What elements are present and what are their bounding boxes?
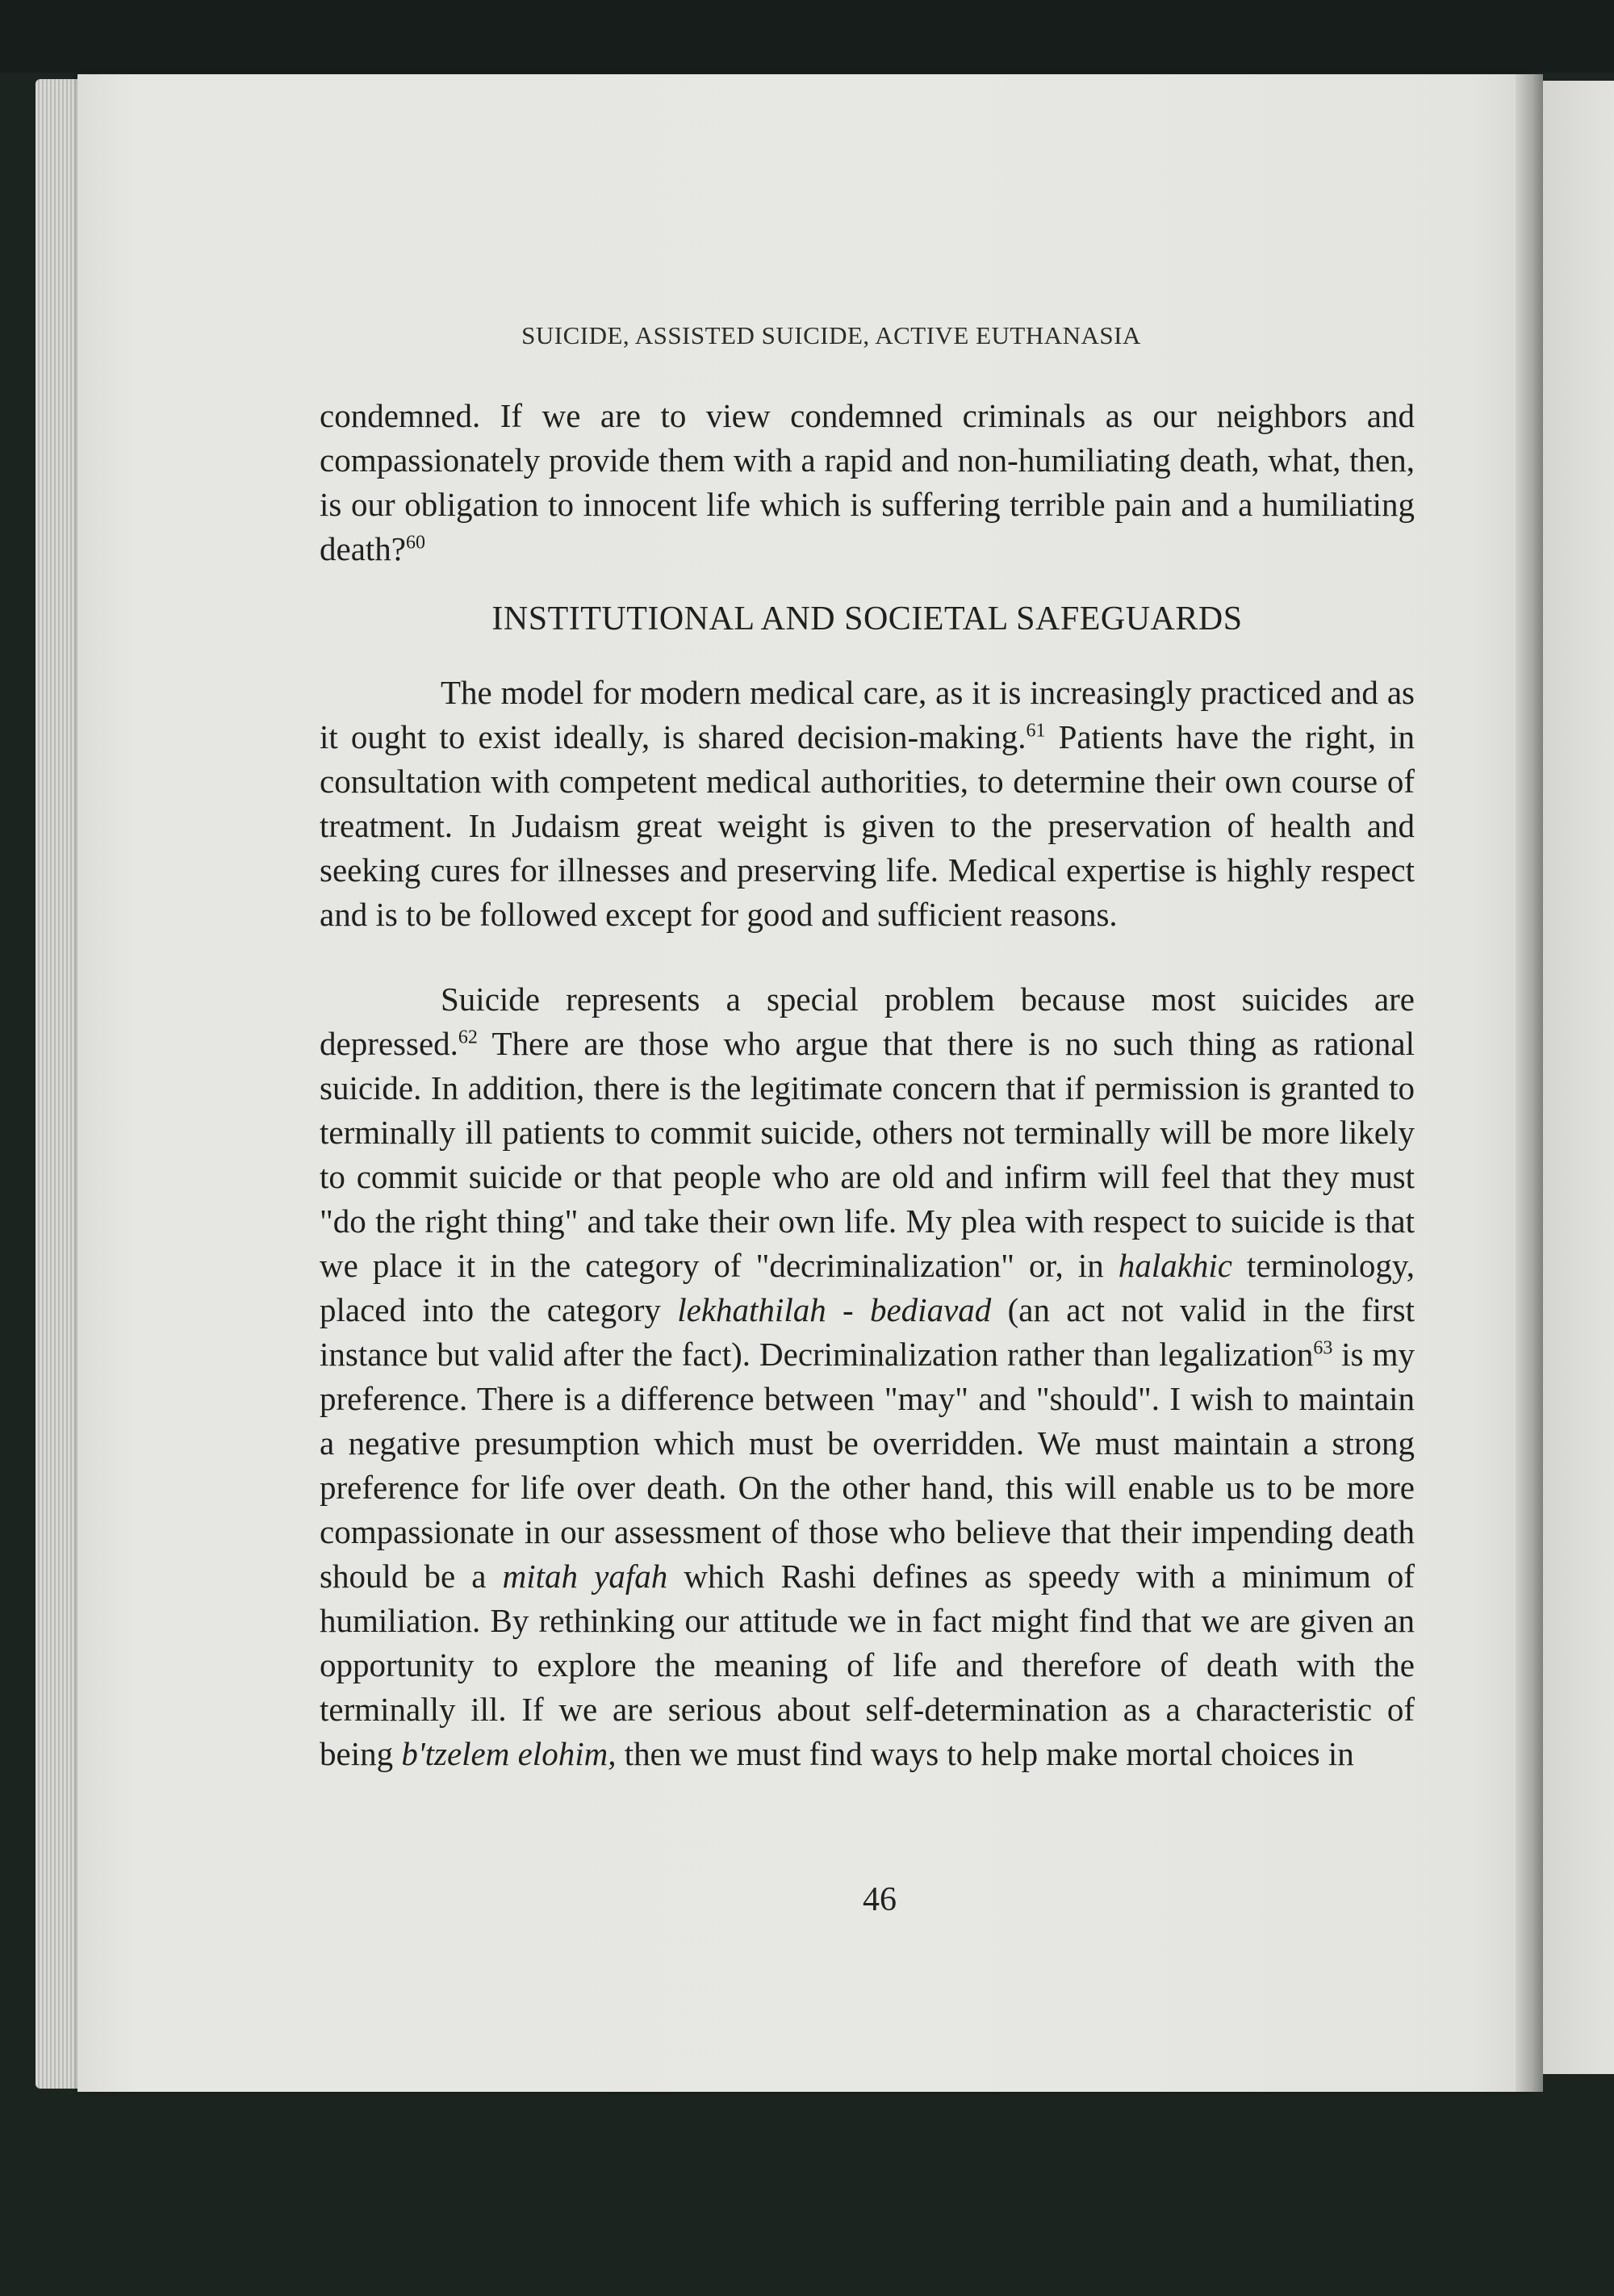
italic-term: halakhic <box>1118 1247 1232 1284</box>
body-text <box>320 394 1415 1776</box>
text-run: (an act not valid in the first instance but valid after the fact). Decriminalization rather than legalization <box>320 1291 1415 1373</box>
text-run: Suicide represents a special problem because most suicides are depressed. <box>320 981 1415 1062</box>
text-run: Patients have the right, in consultation with competent medical authorities, to determine their own course of treatment. In Judaism great weight is given to the preservation of health and seeking cures for illnesses and preserving life. Medical expertise is highly respect and is to be followed except for good and sufficient reasons. <box>320 718 1415 933</box>
text-run: condemned. If we are to view condemned criminals as our neighbors and compassionately provide them with a rapid and non-humiliating death, what, then, is our obligation to innocent life which is suffering terrible pain and a humiliating death? <box>320 397 1415 567</box>
page-edges <box>36 79 84 2089</box>
section-heading: INSTITUTIONAL AND SOCIETAL SAFEGUARDS <box>491 600 1243 638</box>
paragraph-2 <box>320 671 1415 937</box>
facing-page-edge <box>1543 81 1614 2074</box>
text-run: then we must find ways to help make mortal choices in <box>616 1735 1354 1772</box>
text-run: There are those who argue that there is no such thing as rational suicide. In addition, there is the legitimate concern that if permission is granted to terminally ill patients to commit suicide, others not terminally will be more likely to commit suicide or that people who are old and infirm will feel that they must "do the right thing" and take their own life. My plea with respect to suicide is that we place it in the category of "decriminalization" or, in <box>320 1025 1415 1284</box>
footnote-ref: 62 <box>458 1027 478 1048</box>
text-run: which Rashi defines as speedy with a minimum of humiliation. By rethinking our attitude we in fact might find that we are given an opportunity to explore the meaning of life and therefore of death with the terminally ill. If we are serious about self-determination as a characteristic of being <box>320 1558 1415 1772</box>
paragraph-1 <box>320 394 1415 571</box>
running-head: SUICIDE, ASSISTED SUICIDE, ACTIVE EUTHANASIA <box>521 321 1141 349</box>
footnote-ref: 61 <box>1026 720 1046 742</box>
paragraph-3 <box>320 977 1415 1776</box>
footnote-ref: 63 <box>1313 1337 1333 1359</box>
page-number: 46 <box>863 1881 897 1918</box>
book-gutter <box>1516 74 1543 2092</box>
text-run: is my preference. There is a difference between "may" and "should". I wish to maintain a negative presumption which must be overridden. We must maintain a strong preference for life over death. On the other hand, this will enable us to be more compassionate in our assessment of those who believe that their impending death should be a <box>320 1336 1415 1595</box>
italic-term: b'tzelem elohim, <box>401 1735 617 1772</box>
text-run: The model for modern medical care, as it is increasingly practiced and as it ought to exist ideally, is shared decision-making. <box>320 674 1415 755</box>
scanner-backdrop <box>0 0 1614 73</box>
text-run: terminology, placed into the category <box>320 1247 1415 1328</box>
paragraph-gap <box>320 937 1415 977</box>
italic-term: mitah yafah <box>502 1558 668 1595</box>
footnote-ref: 60 <box>405 532 425 554</box>
italic-term: lekhathilah - bediavad <box>677 1291 992 1328</box>
